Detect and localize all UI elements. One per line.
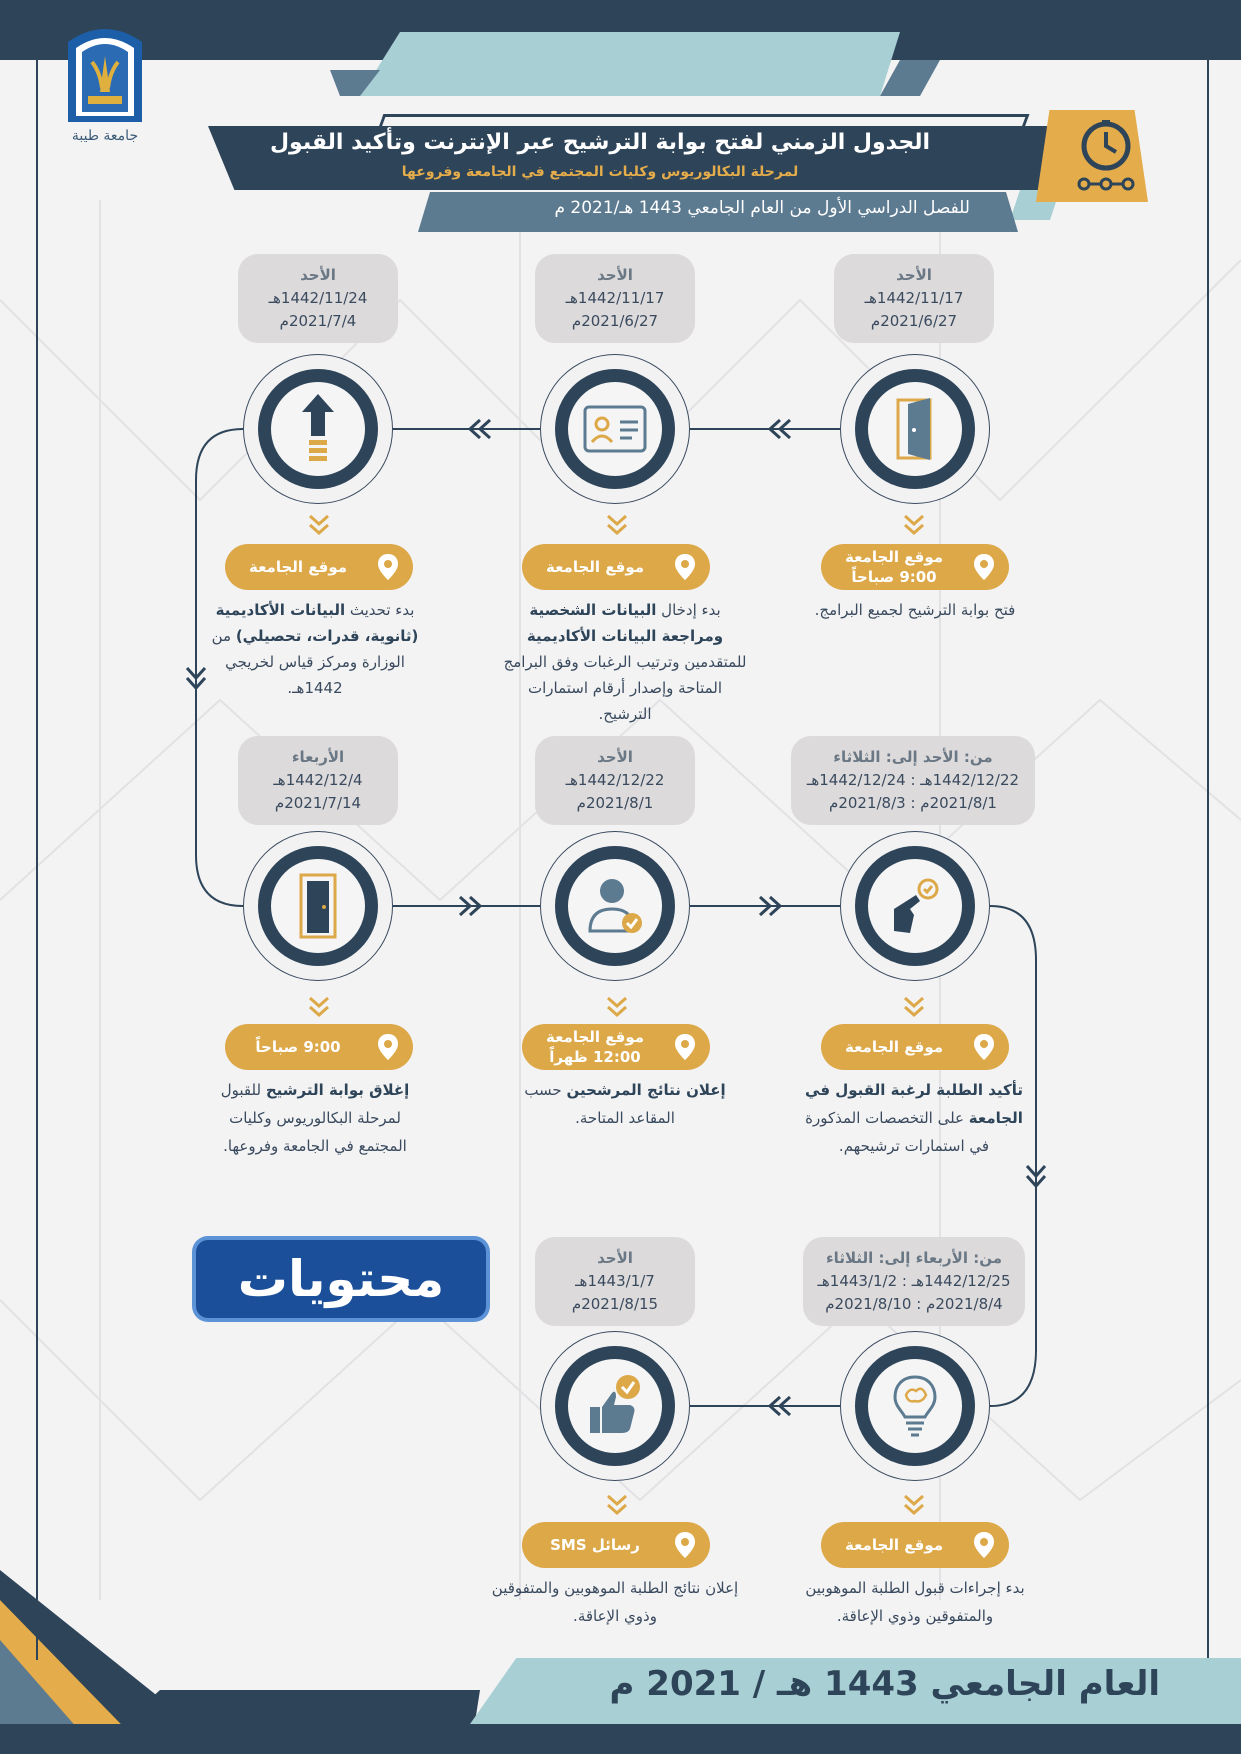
step-5-date: الأحد 1442/12/22هـ 2021/8/1م <box>535 736 695 825</box>
step-4-description: تأكيد الطلبة لرغبة القبول في الجامعة على التخصصات المذكورة في استمارات ترشيحهم. <box>805 1081 1023 1155</box>
step-1-day: الأحد <box>896 266 932 284</box>
step-4-date: من: الأحد إلى: الثلاثاء 1442/12/22هـ : 1442/12/24هـ 2021/8/1م : 2021/8/3م <box>791 736 1035 825</box>
step-3-description: بدء تحديث البيانات الأكاديمية (ثانوية، قدرات، تحصيلي) من الوزارة ومركز قياس لخريجي 1442هـ. <box>211 601 419 697</box>
step-4-location: موقع الجامعة <box>821 1024 1009 1070</box>
step-3-date: الأحد 1442/11/24هـ 2021/7/4م <box>238 254 398 343</box>
step-2-location: موقع الجامعة <box>522 544 710 590</box>
step-2-date: الأحد 1442/11/17هـ 2021/6/27م <box>535 254 695 343</box>
watermark-logo: محتويات <box>196 1240 486 1318</box>
step-1-location: موقع الجامعة 9:00 صباحاً <box>821 544 1009 590</box>
id-card-icon <box>582 404 648 454</box>
step-2-description: بدء إدخال البيانات الشخصية ومراجعة البيانات الأكاديمية للمتقدمين وترتيب الرغبات وفق البرامج المتاحة وإصدار أرقام استمارات الترشيح. <box>503 601 747 723</box>
semester-label: للفصل الدراسي الأول من العام الجامعي 1443 هـ/2021 م <box>554 198 970 218</box>
step-6-location: 9:00 صباحاً <box>225 1024 413 1070</box>
step-7-location: موقع الجامعة <box>821 1522 1009 1568</box>
user-check-icon <box>586 873 646 939</box>
step-6-description: إغلاق بوابة الترشيح للقبول لمرحلة البكالوريوس وكليات المجتمع في الجامعة وفروعها. <box>220 1081 410 1155</box>
step-2-circle <box>540 354 690 504</box>
map-pin-icon <box>973 1033 995 1061</box>
lightbulb-brain-icon <box>890 1373 940 1439</box>
map-pin-icon <box>674 1033 696 1061</box>
step-8-description: إعلان نتائج الطلبة الموهوبين والمتفوقين وذوي الإعاقة. <box>491 1579 739 1625</box>
step-8-circle <box>540 1331 690 1481</box>
step-6-circle <box>243 831 393 981</box>
thumbs-up-check-icon <box>584 1371 648 1439</box>
step-5-location: موقع الجامعة 12:00 ظهراً <box>522 1024 710 1070</box>
map-pin-icon <box>973 553 995 581</box>
map-pin-icon <box>674 553 696 581</box>
step-1-circle <box>840 354 990 504</box>
step-7-circle <box>840 1331 990 1481</box>
step-5-description: إعلان نتائج المرشحين حسب المقاعد المتاحة. <box>524 1081 726 1127</box>
hand-pointer-icon <box>886 875 946 937</box>
step-1-description: فتح بوابة الترشيح لجميع البرامج. <box>814 601 1016 619</box>
door-closed-icon <box>293 871 343 941</box>
step-4-circle <box>840 831 990 981</box>
logo-text: جامعة طيبة <box>71 128 139 144</box>
footer-year: العام الجامعي 1443 هـ / 2021 م <box>609 1664 1160 1704</box>
step-3-circle <box>243 354 393 504</box>
step-6-date: الأربعاء 1442/12/4هـ 2021/7/14م <box>238 736 398 825</box>
step-1-date <box>834 254 994 343</box>
step-7-description: بدء إجراءات قبول الطلبة الموهوبين والمتفوقين وذوي الإعاقة. <box>805 1579 1025 1625</box>
step-3-location: موقع الجامعة <box>225 544 413 590</box>
page-subtitle: لمرحلة البكالوريوس وكليات المجتمع في الجامعة وفروعها <box>401 164 799 180</box>
map-pin-icon <box>377 553 399 581</box>
step-1-greg: 2021/6/27م <box>870 312 958 330</box>
door-open-icon <box>890 394 940 464</box>
upload-arrow-icon <box>298 390 338 470</box>
clock-pin-icon <box>377 1033 399 1061</box>
step-5-circle <box>540 831 690 981</box>
step-8-location: رسائل SMS <box>522 1522 710 1568</box>
step-1-hijri: 1442/11/17هـ <box>864 289 964 307</box>
page-title: الجدول الزمني لفتح بوابة الترشيح عبر الإنترنت وتأكيد القبول <box>269 130 931 155</box>
step-8-date: الأحد 1443/1/7هـ 2021/8/15م <box>535 1237 695 1326</box>
map-pin-icon <box>973 1531 995 1559</box>
map-pin-icon <box>674 1531 696 1559</box>
step-7-date: من: الأربعاء إلى: الثلاثاء 1442/12/25هـ : 1443/1/2هـ 2021/8/4م : 2021/8/10م <box>803 1237 1025 1326</box>
